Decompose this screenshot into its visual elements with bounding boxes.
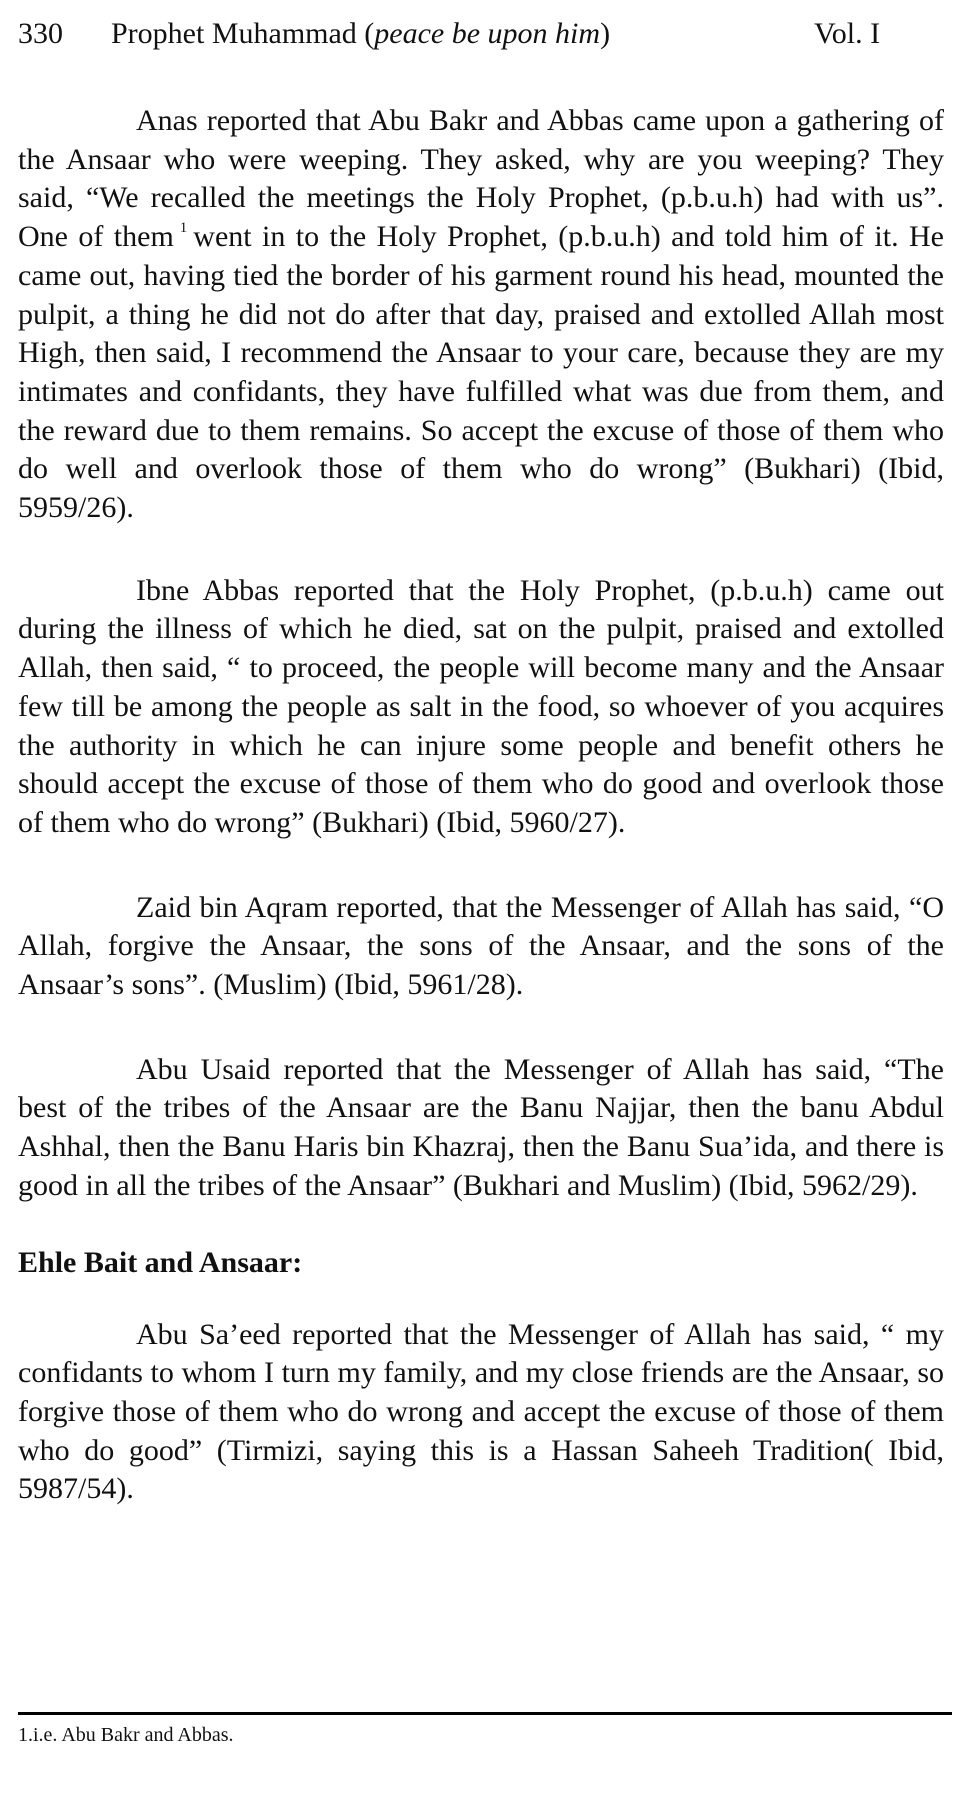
footnote-marker: 1 [179,220,188,237]
page-content [18,14,944,1509]
footnote-text: 1.i.e. Abu Bakr and Abbas. [18,1724,234,1746]
running-title-main: Prophet Muhammad ( [111,17,375,50]
page-number: 330 [18,17,63,50]
section-heading: Ehle Bait and Ansaar: [18,1245,303,1279]
paragraph-anas-text-after: went in to the Holy Prophet, (p.b.u.h) and told him of it. He came out, having tied the border of his garment round his head, mounted the pulpit, a thing he did not do after that day, praised and extolled Allah most High, then said, I recommend the Ansaar to your care, because they are my intimates and confidants, they have fulfilled what was due from them, and the reward due to them remains. So accept the excuse of those of them who do well and overlook those of them who do wrong” (Bukhari) (Ibid, 5959/26). [18,220,944,525]
volume-label: Vol. I [814,17,881,50]
paragraph-abu-saeed: Abu Sa’eed reported that the Messenger of Allah has said, “ my confidants to whom I turn my family, and my close friends are the Ansaar, so forgive those of them who do wrong and accept the excuse of those of them who do good” (Tirmizi, saying this is a Hassan Saheeh Tradition( Ibid, 5987/54). [18,1317,944,1506]
page-header [18,14,944,60]
running-title [111,14,610,54]
paragraph-zaid: Zaid bin Aqram reported, that the Messenger of Allah has said, “O Allah, forgive the Ansaar, the sons of the Ansaar, and the sons of the Ansaar’s sons”. (Muslim) (Ibid, 5961/28). [18,890,944,1002]
running-title-close: ) [600,17,611,50]
footnote-divider [18,1712,952,1715]
paragraph-abu-usaid: Abu Usaid reported that the Messenger of Allah has said, “The best of the tribes of the Ansaar are the Banu Najjar, then the banu Abdul Ashhal, then the Banu Haris bin Khazraj, then the Banu Sua’ida, and there is good in all the tribes of the Ansaar” (Bukhari and Muslim) (Ibid, 5962/29). [18,1052,944,1202]
paragraph-anas-text-before: Anas reported that Abu Bakr and Abbas came upon a gathering of the Ansaar who were weeping. They asked, why are you weeping? They said, “We recalled the meetings the Holy Prophet, (p.b.u.h) had with us”. One of them [18,104,944,254]
paragraph-anas [18,102,944,528]
paragraph-ibne-abbas: Ibne Abbas reported that the Holy Prophet, (p.b.u.h) came out during the illness of which he died, sat on the pulpit, praised and extolled Allah, then said, “ to proceed, the people will become many and the Ansaar few till be among the people as salt in the food, so whoever of you acquires the authority in which he can injure some people and benefit others he should accept the excuse of those of them who do good and overlook those of them who do wrong” (Bukhari) (Ibid, 5960/27). [18,573,944,839]
running-title-italic: peace be upon him [374,17,601,50]
